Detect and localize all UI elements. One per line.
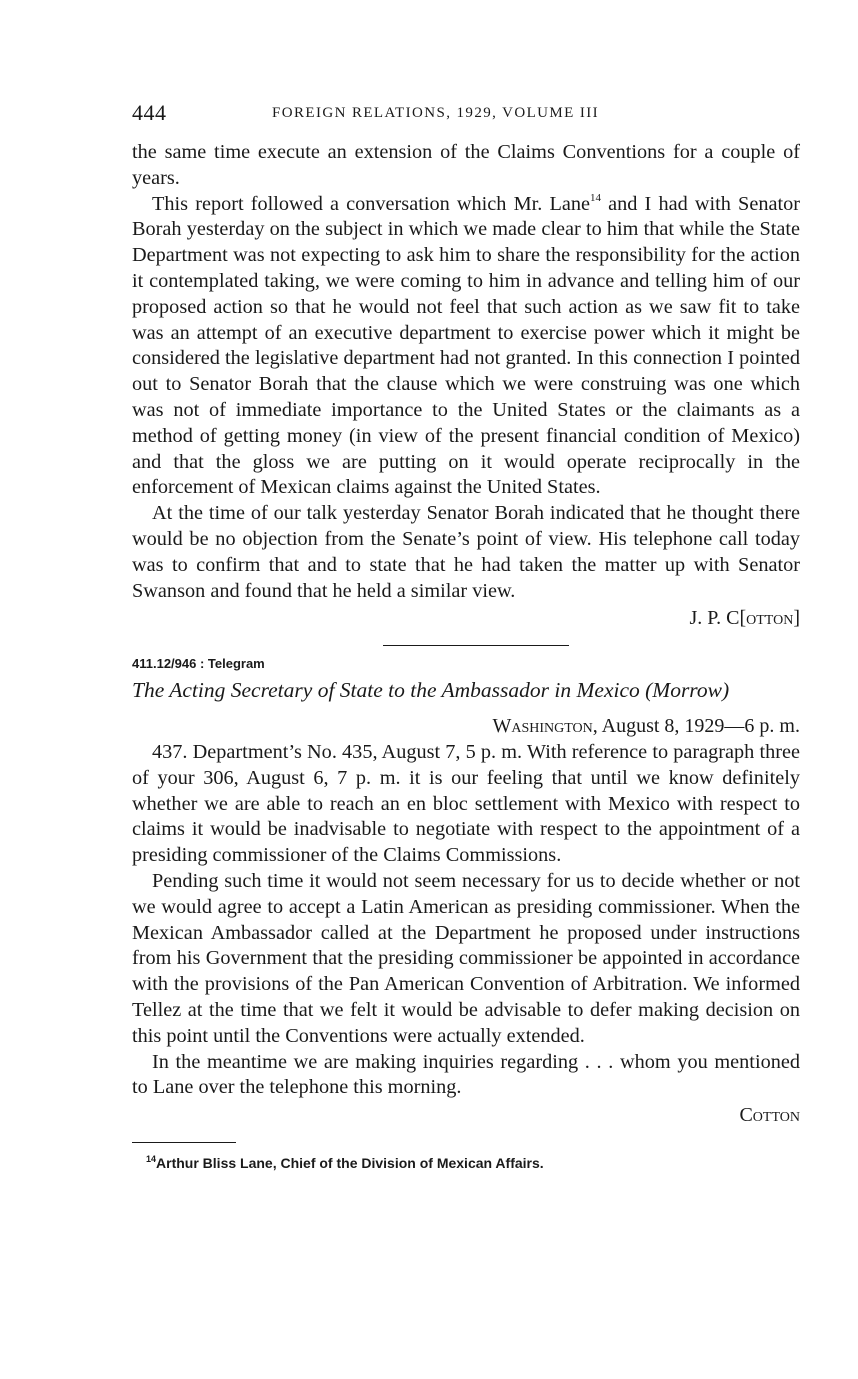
footnote-reference: 14 <box>590 191 601 204</box>
section-divider <box>383 645 569 646</box>
document-title: The Acting Secretary of State to the Ambassador in Mexico (Morrow) <box>132 678 730 703</box>
file-reference: 411.12/946 : Telegram <box>132 656 265 672</box>
letter-paragraph-2 <box>132 192 800 502</box>
letter-paragraph-2-text-b: and I had with Senator Borah yesterday on the subject in which we made clear to him that while the State Department was not expecting to ask him to share the responsibility for the action it contemplated taking, we were coming to him in advance and telling him of our proposed action so that he would not feel that such action as we saw fit to take was an attempt of an executive department to exercise power which it might be considered the legislative department had not granted. In this connection I pointed out to Senator Borah that the clause which we were construing was one which was not of immediate importance to the United States or the claimants as a method of getting money (in view of the present financial condition of Mexico) and that the gloss we are putting on it would operate reciprocally in the enforcement of Mexican claims against the United States. <box>132 192 801 499</box>
running-title: FOREIGN RELATIONS, 1929, VOLUME III <box>272 105 600 121</box>
telegram-paragraph-3: In the meantime we are making inquiries regarding . . . whom you mentioned to Lane over the telephone this morning. <box>132 1050 800 1099</box>
letter-paragraph-2-text-a: This report followed a conversation which Mr. Lane <box>152 192 590 215</box>
document-page <box>132 100 800 1171</box>
dateline <box>132 714 800 740</box>
footnote <box>132 1155 800 1171</box>
letter-section <box>132 140 800 632</box>
letter-signature <box>132 606 800 632</box>
letter-paragraph-3: At the time of our talk yesterday Senator Borah indicated that he thought there would be no objection from the Senate’s point of view. His telephone call today was to confirm that and to state that he had taken the matter up with Senator Swanson and found that he held a similar view. <box>132 502 800 602</box>
telegram-paragraph-1: 437. Department’s No. 435, August 7, 5 p. m. With reference to paragraph three of your 306, August 6, 7 p. m. it is our feeling that until we know definitely whether we are able to reach an en bloc settlement with Mexico with respect to claims it would be inadvisable to negotiate with respect to the appointment of a presiding commissioner of the Claims Commissions. <box>132 740 800 867</box>
footnote-divider <box>132 1142 236 1143</box>
letter-signature-main: J. P. C[ <box>689 607 747 630</box>
telegram-signature: Cotton <box>739 1104 800 1127</box>
dateline-date: , August 8, 1929—6 p. m. <box>592 715 800 738</box>
letter-paragraph-1: the same time execute an extension of the Claims Conventions for a couple of years. <box>132 141 800 189</box>
letter-signature-smallcaps: otton <box>746 607 794 630</box>
dateline-place: Washington <box>492 715 593 738</box>
telegram-section <box>132 656 800 1129</box>
letter-signature-end: ] <box>793 607 800 630</box>
page-number: 444 <box>132 100 167 125</box>
telegram-paragraph-2: Pending such time it would not seem necessary for us to decide whether or not we would agree to accept a Latin American as presiding commissioner. When the Mexican Ambassador called at the Department he proposed under instructions from his Government that the presiding commissioner be appointed in accordance with the provisions of the Pan American Convention of Arbitration. We informed Tellez at the time that we felt it would be advisable to defer making decision on this point until the Conventions were actually extended. <box>132 869 800 1047</box>
footnote-marker: 14 <box>146 1153 157 1164</box>
footnote-text: Arthur Bliss Lane, Chief of the Division of Mexican Affairs. <box>156 1154 544 1171</box>
running-head <box>132 100 800 130</box>
